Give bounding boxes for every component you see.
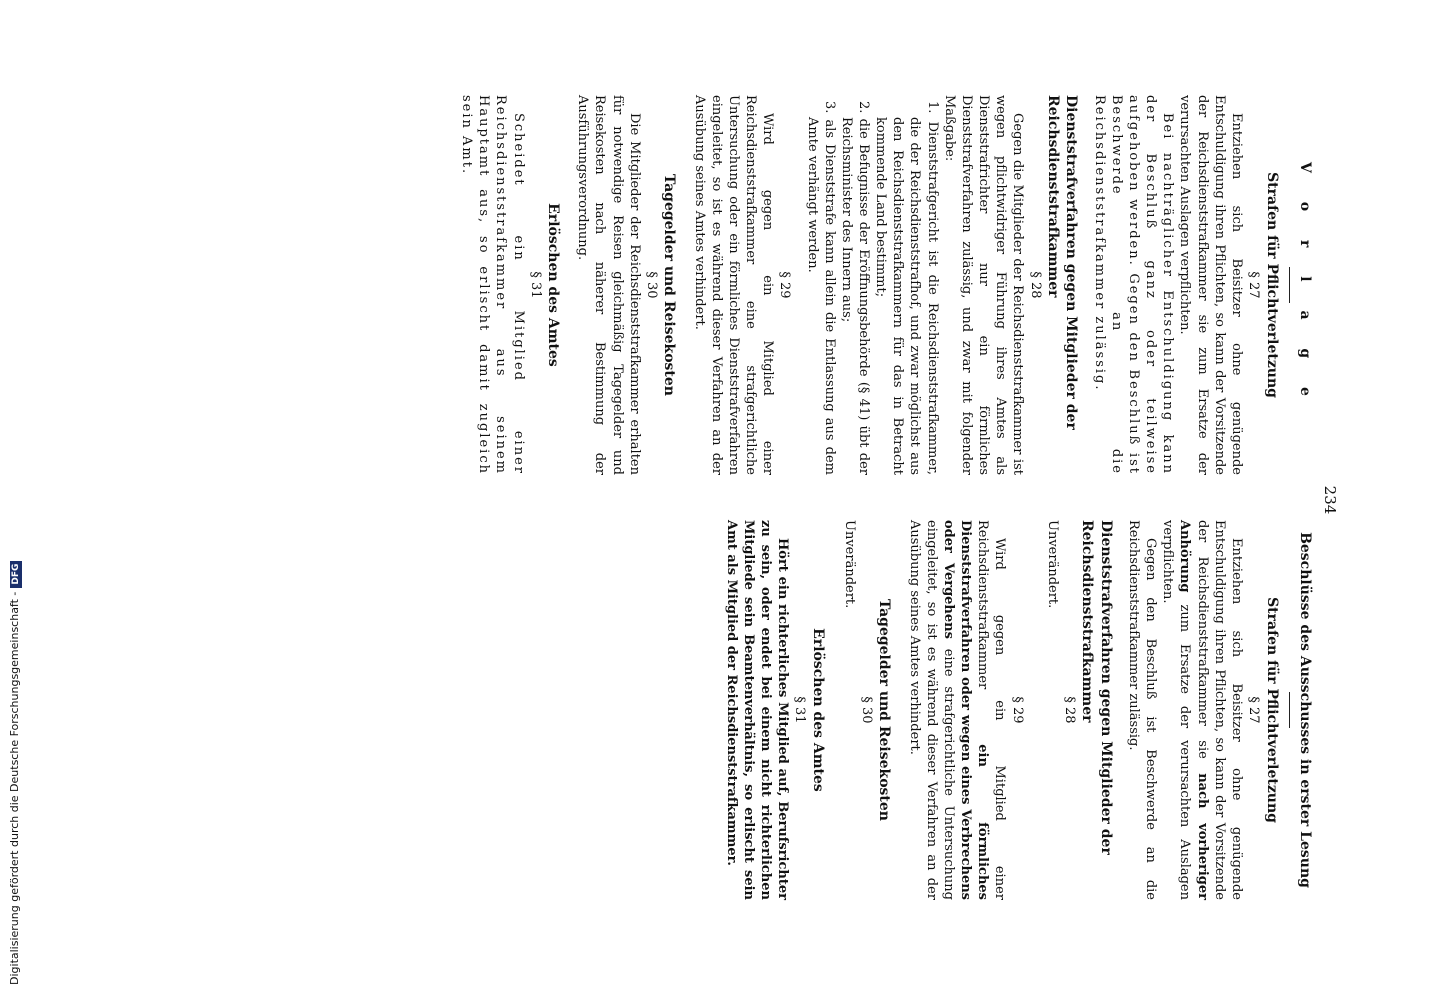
section-number: § 27 (1246, 271, 1262, 299)
paragraph: Bei nachträglicher Entschuldigung kann der Beschluß ganz oder teilweise aufgehoben werden. Gegen den Beschluß ist Beschwerde an die Reichsdienststrafkammer zulässig. (1091, 95, 1176, 475)
digitization-credit (8, 561, 22, 985)
header-rule (1289, 267, 1290, 303)
section-heading: Erlöschen des Amtes (809, 628, 826, 792)
left-column (458, 95, 1314, 475)
paragraph: Unverändert. (841, 520, 857, 609)
section-number: § 31 (792, 696, 808, 724)
dfg-logo: DFG (10, 561, 22, 588)
section-heading: Tagegelder und Reisekosten (876, 599, 893, 821)
amendment-text: nach vorheriger Anhörung (1177, 520, 1210, 901)
section-number: § 31 (527, 271, 543, 299)
paragraph: Unverändert. (1044, 520, 1060, 609)
section-heading: Erlöschen des Amtes (545, 203, 562, 367)
paragraph: Gegen die Mitglieder der Reichsdienststrafkammer ist wegen pflichtwidriger Führung ihres Amtes als Dienststrafrichter nur ein förmliches Dienststrafverfahren zulässig, und zwar mit folgender Maßgabe: (941, 95, 1026, 475)
list-item: 1. Dienststrafgericht ist die Reichsdienststrafkammer, die der Reichsdienststrafhof, und zwar möglichst aus den Reichsdienststrafkammern für das in Betracht kommende Land bestimmt; (873, 101, 940, 475)
paragraph (905, 520, 1008, 900)
paragraph: Die Mitglieder der Reichsdienststrafkammer erhalten für notwendige Reisen gleichmäßig Tagegelder und Reisekosten nach näherer Bestimmung der Ausführungsverordnung. (575, 95, 642, 475)
text-span: Wird gegen ein Mitglied einer Reichsdienststrafkammer (975, 520, 1008, 900)
paragraph: Hört ein richterliches Mitglied auf, Berufsrichter zu sein, oder endet bei einem nicht richterlichen Mitgliede sein Beamtenverhältnis, so erlischt sein Amt als Mitglied der Reichsdienststrafkammer. (723, 520, 791, 900)
paragraph (1159, 520, 1245, 900)
section-number: § 30 (643, 271, 659, 299)
section-number: § 29 (777, 271, 793, 299)
section-heading: Strafen für Pflichtverletzung (1263, 597, 1280, 823)
section-heading: Dienststrafverfahren gegen Mitglieder der Reichsdienststrafkammer (1045, 95, 1080, 430)
section-heading: Tagegelder und Reisekosten (661, 174, 678, 396)
section-number: § 27 (1246, 696, 1262, 724)
text-span: eine strafgerichtliche Untersuchung eingeleitet, so ist es während dieser Verfahren an der Ausübung seines Amtes verhindert. (906, 520, 956, 900)
left-column-header: V o r l a g e (1297, 162, 1313, 408)
page-number: 234 (1321, 485, 1339, 515)
paragraph: Wird gegen ein Mitglied einer Reichsdienststrafkammer eine strafgerichtliche Untersuchung oder ein förmliches Dienststrafverfahren eingeleitet, so ist es während dieser Verfahren an der Ausübung seines Amtes verhindert. (691, 95, 776, 475)
paragraph: Scheidet ein Mitglied einer Reichsdienststrafkammer aus seinem Hauptamt aus, so erlischt damit zugleich sein Amt. (459, 95, 526, 475)
section-heading: Dienststrafverfahren gegen Mitglieder der Reichsdienststrafkammer (1079, 520, 1114, 855)
right-column (722, 520, 1314, 900)
header-rule (1289, 692, 1290, 728)
text-span: Entziehen sich Beisitzer ohne genügende Entschuldigung ihren Pflichten, so kann der Vorsitzende der Reichsdienststrafkammer sie (1194, 520, 1244, 900)
text-span: zum Ersatze der verursachten Auslagen verpflichten. (1160, 520, 1193, 900)
paragraph: Gegen den Beschluß ist Beschwerde an die Reichsdienststrafkammer zulässig. (1125, 520, 1159, 900)
amendment-text: ein förmliches Dienststrafverfahren oder wegen eines Verbrechens oder Vergehens (940, 520, 991, 901)
section-heading: Strafen für Pflichtverletzung (1263, 172, 1280, 398)
paragraph: Entziehen sich Beisitzer ohne genügende Entschuldigung ihren Pflichten, so kann der Vorsitzende der Reichsdienststrafkammer sie zum Ersatze der verursachten Auslagen verpflichten. (1177, 95, 1244, 475)
section-number: § 30 (859, 696, 874, 724)
section-number: § 29 (1009, 696, 1025, 724)
section-number: § 28 (1061, 696, 1077, 724)
section-number: § 28 (1027, 271, 1043, 299)
right-column-header: Beschlüsse des Ausschusses in erster Lesung (1297, 532, 1313, 888)
list-item: 3. als Dienststrafe kann allein die Entlassung aus dem Amte verhängt werden. (804, 101, 837, 475)
list-item: 2. die Befugnisse der Eröffnungsbehörde (§ 41) übt der Reichsminister des Innern aus; (838, 101, 871, 475)
credit-text: Digitalisierung gefördert durch die Deutsche Forschungsgemeinschaft - (8, 591, 21, 985)
